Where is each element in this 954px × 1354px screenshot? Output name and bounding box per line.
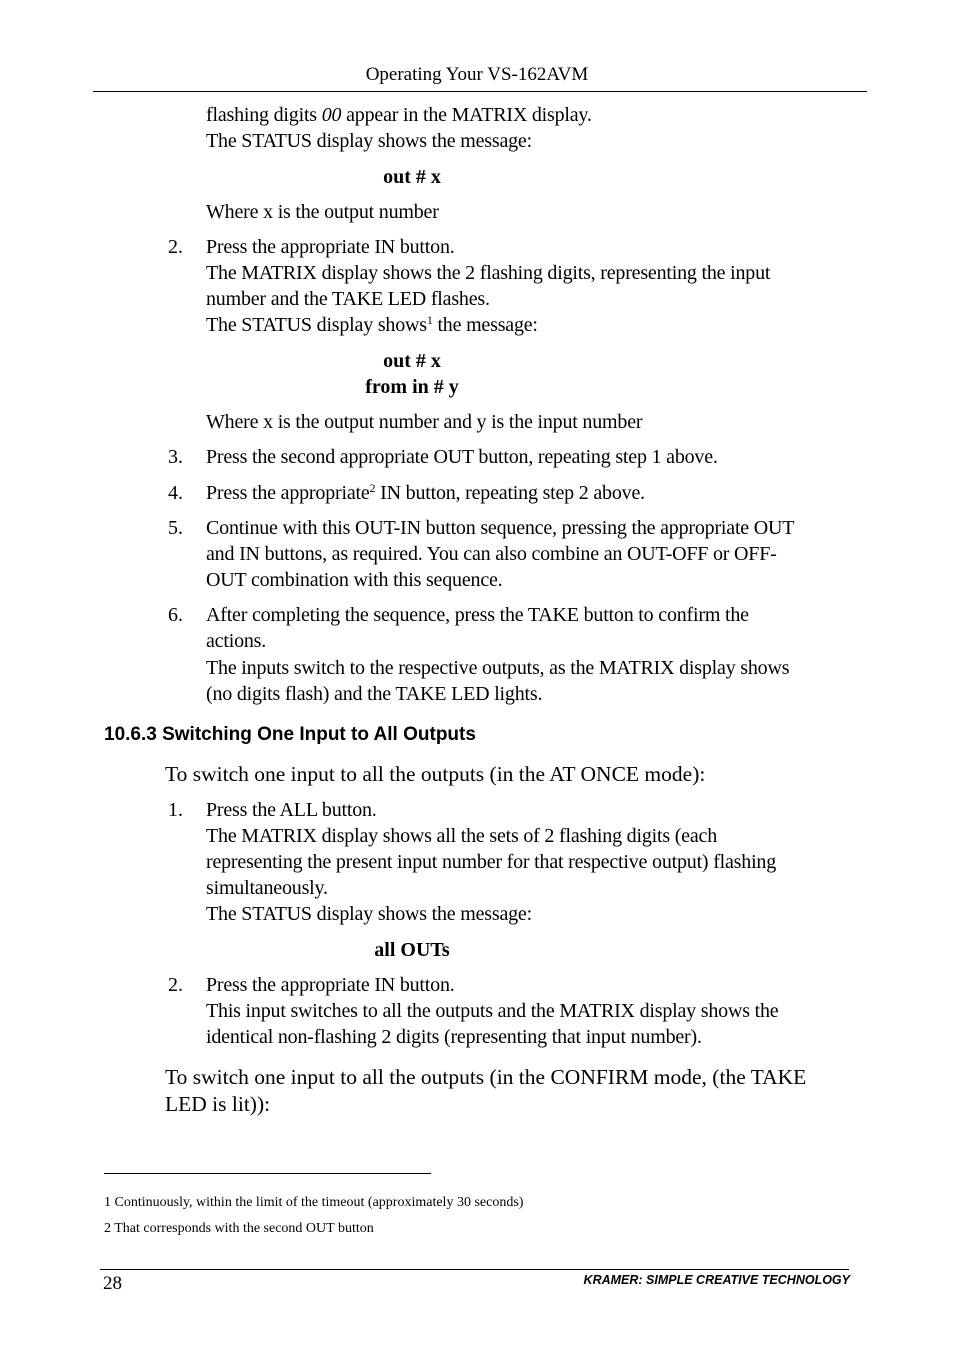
step-line: Press the ALL button.	[206, 799, 377, 821]
step-line: Press the appropriate$^2$ IN button, repeating step 2 above.	[206, 480, 645, 504]
paragraph-line: Where x is the output number and y is the input number	[206, 411, 643, 433]
step-line: The STATUS display shows$^1$ the message:	[206, 312, 538, 336]
header-rule	[93, 91, 867, 92]
step-number: 3.	[168, 446, 183, 468]
step-line: actions.	[206, 630, 267, 652]
step-line: After completing the sequence, press the TAKE button to confirm the	[206, 604, 749, 626]
step-line: and IN buttons, as required. You can also combine an OUT-OFF or OFF-	[206, 543, 777, 565]
step-line: (no digits flash) and the TAKE LED lights.	[206, 683, 543, 705]
step-line: The MATRIX display shows all the sets of 2 flashing digits (each	[206, 825, 718, 847]
paragraph-line: Where x is the output number	[206, 201, 439, 223]
step-line: The inputs switch to the respective outputs, as the MATRIX display shows	[206, 657, 790, 679]
running-header: Operating Your VS-162AVM	[365, 64, 589, 85]
intro-paragraph: LED is lit)):	[165, 1092, 271, 1116]
step-line: This input switches to all the outputs and the MATRIX display shows the	[206, 1000, 779, 1022]
step-number: 5.	[168, 517, 183, 539]
step-line: The MATRIX display shows the 2 flashing digits, representing the input	[206, 262, 771, 284]
footnote-ref: 1	[426, 312, 433, 327]
step-line: number and the TAKE LED flashes.	[206, 288, 490, 310]
status-message: from in # y	[365, 376, 459, 398]
step-number: 6.	[168, 604, 183, 626]
page-number: 28	[103, 1273, 122, 1294]
step-line: The STATUS display shows the message:	[206, 903, 532, 925]
step-line: Press the appropriate IN button.	[206, 974, 455, 996]
paragraph-line: The STATUS display shows the message:	[206, 130, 532, 152]
step-line: OUT combination with this sequence.	[206, 569, 503, 591]
intro-paragraph: To switch one input to all the outputs (in the AT ONCE mode):	[165, 762, 706, 786]
status-message: out # x	[383, 350, 441, 372]
step-number: 4.	[168, 482, 183, 504]
step-line: Press the second appropriate OUT button, repeating step 1 above.	[206, 446, 718, 468]
paragraph-line: flashing digits 00 appear in the MATRIX display.	[206, 104, 592, 126]
step-line: simultaneously.	[206, 877, 328, 899]
step-line: identical non-flashing 2 digits (representing that input number).	[206, 1026, 702, 1048]
status-message: out # x	[383, 166, 441, 188]
step-number: 2.	[168, 974, 183, 996]
step-number: 2.	[168, 236, 183, 258]
footnote-ref: 2	[369, 480, 376, 495]
intro-paragraph: To switch one input to all the outputs (in the CONFIRM mode, (the TAKE	[165, 1065, 807, 1089]
section-heading: 10.6.3 Switching One Input to All Outputs	[104, 724, 476, 745]
footer-rule	[100, 1269, 849, 1270]
footnote: 1 Continuously, within the limit of the timeout (approximately 30 seconds)	[104, 1195, 524, 1210]
footnote: 2 That corresponds with the second OUT button	[104, 1221, 374, 1236]
step-line: representing the present input number for that respective output) flashing	[206, 851, 777, 873]
step-line: Continue with this OUT-IN button sequence, pressing the appropriate OUT	[206, 517, 795, 539]
footer-tagline: KRAMER: SIMPLE CREATIVE TECHNOLOGY	[583, 1273, 850, 1287]
footnote-rule	[104, 1173, 431, 1174]
step-line: Press the appropriate IN button.	[206, 236, 455, 258]
status-message: all OUTs	[374, 939, 450, 961]
step-number: 1.	[168, 799, 183, 821]
